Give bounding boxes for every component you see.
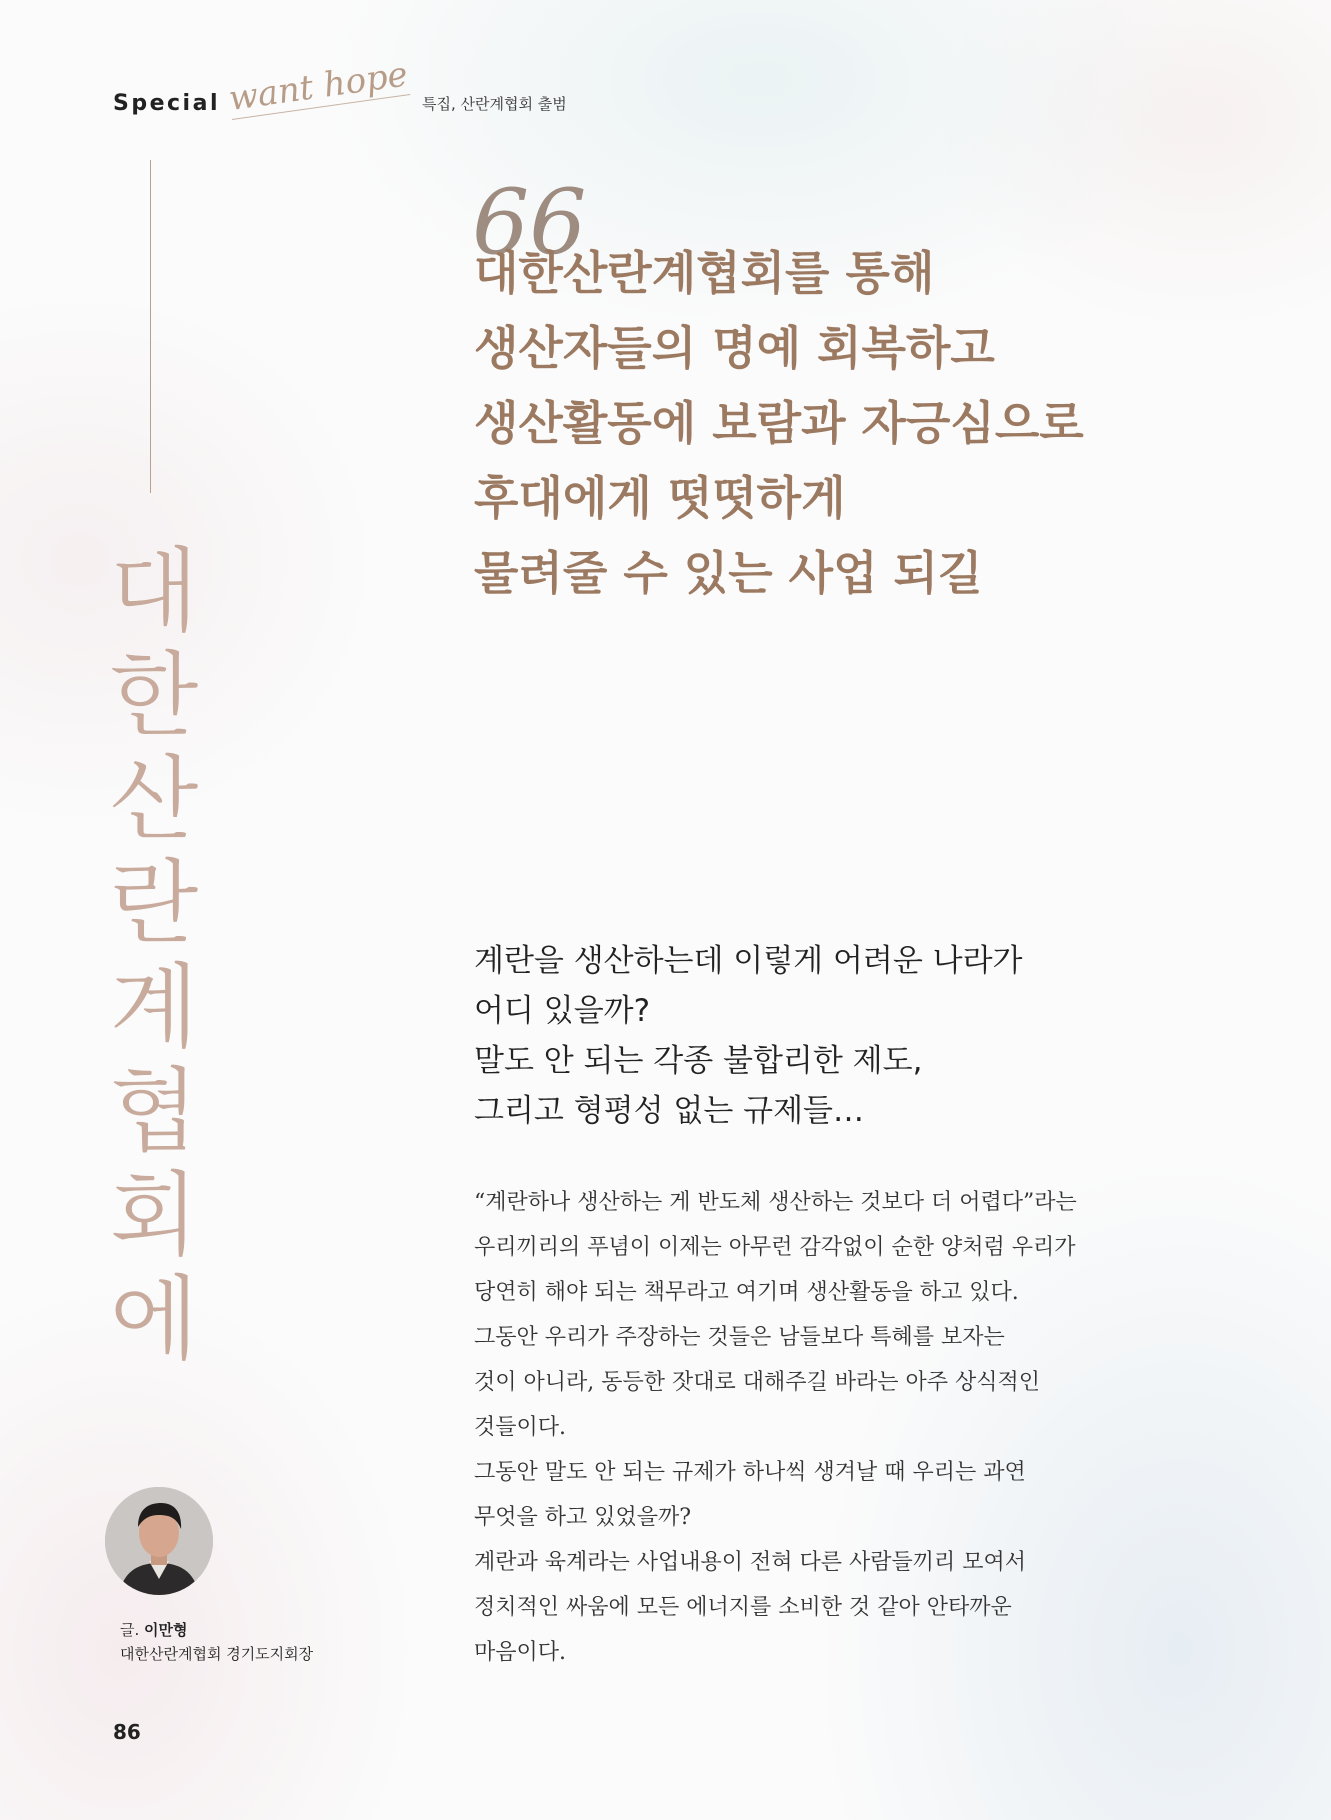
vertical-title [104,540,204,1372]
script-logo: want hope [226,54,411,120]
body-line: 마음이다. [474,1640,567,1665]
author-name: 이만형 [144,1621,188,1639]
pull-quote-line: 후대에게 떳떳하게 [474,471,846,525]
vertical-title-char: 계 [109,954,199,1061]
lead-line: 말도 안 되는 각종 불합리한 제도, [474,1043,923,1079]
body-line: 것들이다. [474,1415,567,1440]
pull-quote-line: 생산자들의 명예 회복하고 [474,321,995,375]
vertical-title-char: 산 [109,746,199,853]
section-label: Special [113,91,220,116]
body-line: 무엇을 하고 있었을까? [474,1505,692,1530]
author-photo-icon [105,1487,213,1595]
body-line: “계란하나 생산하는 게 반도체 생산하는 것보다 더 어렵다”라는 [474,1190,1077,1215]
body-line: 것이 아니라, 동등한 잣대로 대해주길 바라는 아주 상식적인 [474,1370,1040,1395]
body-line: 그동안 우리가 주장하는 것들은 남들보다 특혜를 보자는 [474,1325,1005,1350]
vertical-divider [150,160,151,493]
lead-line: 어디 있을까? [474,993,651,1029]
vertical-title-char: 대 [109,538,199,645]
author-prefix: 글. [120,1621,140,1639]
author-line [120,1618,313,1642]
pull-quote [474,236,1084,611]
vertical-title-char: 회 [109,1162,199,1269]
pull-quote-line: 물려줄 수 있는 사업 되길 [474,546,983,600]
quote-mark-icon: 66 [472,170,587,275]
pull-quote-line: 생산활동에 보람과 자긍심으로 [474,396,1084,450]
body-line: 정치적인 싸움에 모든 에너지를 소비한 것 같아 안타까운 [474,1595,1012,1620]
pull-quote-line: 대한산란계협회를 통해 [474,246,935,300]
vertical-title-char: 에 [109,1266,199,1373]
page-header [113,54,567,126]
page-number: 86 [113,1720,141,1744]
body-paragraph [474,1180,1077,1675]
vertical-title-char: 한 [109,642,199,749]
section-title: 특집, 산란계협회 출범 [421,95,567,113]
vertical-title-char: 란 [109,850,199,957]
body-line: 당연히 해야 되는 책무라고 여기며 생산활동을 하고 있다. [474,1280,1019,1305]
body-line: 우리끼리의 푸념이 이제는 아무런 감각없이 순한 양처럼 우리가 [474,1235,1076,1260]
body-line: 계란과 육계라는 사업내용이 전혀 다른 사람들끼리 모여서 [474,1550,1027,1575]
lead-paragraph [474,936,1023,1136]
author-title: 대한산란계협회 경기도지회장 [120,1645,314,1663]
vertical-title-char: 협 [109,1058,199,1165]
lead-line: 계란을 생산하는데 이렇게 어려운 나라가 [474,943,1023,979]
author-info [120,1618,313,1666]
body-line: 그동안 말도 안 되는 규제가 하나씩 생겨날 때 우리는 과연 [474,1460,1026,1485]
author-avatar [105,1487,213,1595]
lead-line: 그리고 형평성 없는 규제들… [474,1093,864,1129]
